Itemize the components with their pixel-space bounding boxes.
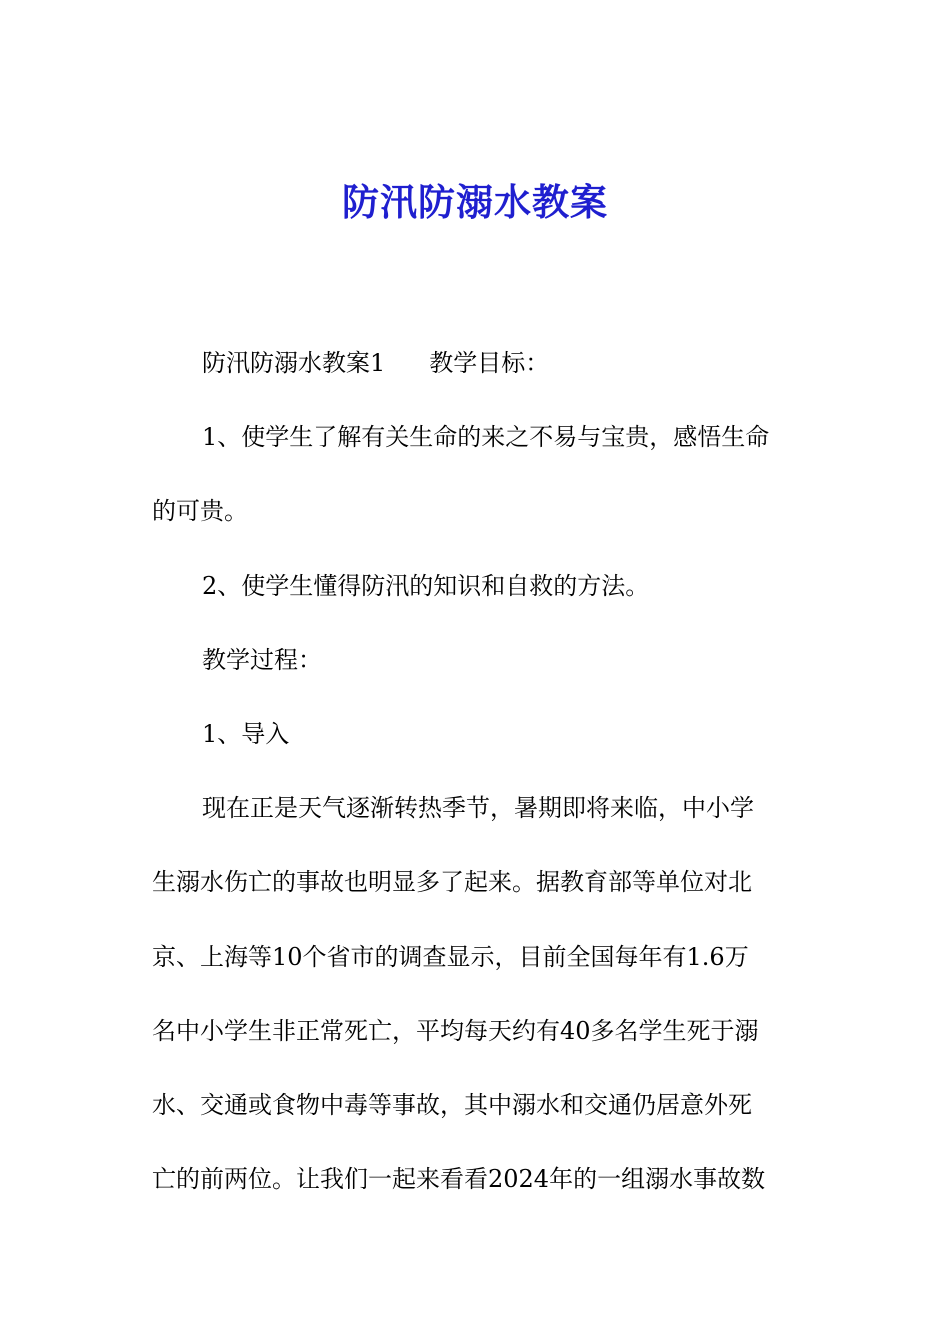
document-title: 防汛防溺水教案	[342, 180, 608, 224]
document-body	[152, 326, 800, 1216]
text-line: 的可贵。	[152, 497, 248, 526]
text-line: 名中小学生非正常死亡，平均每天约有40多名学生死于溺	[152, 1016, 759, 1045]
section-heading: 1、导入	[202, 720, 290, 749]
lesson-heading: 防汛防溺水教案1	[202, 349, 386, 377]
text-line: 现在正是天气逐渐转热季节，暑期即将来临，中小学	[202, 794, 754, 823]
text-line: 2、使学生懂得防汛的知识和自救的方法。	[202, 571, 650, 600]
objectives-label: 教学目标：	[429, 349, 550, 377]
text-line: 亡的前两位。让我们一起来看看2024年的一组溺水事故数	[152, 1165, 766, 1194]
text-line: 生溺水伤亡的事故也明显多了起来。据教育部等单位对北	[152, 868, 752, 897]
process-label: 教学过程：	[202, 645, 322, 674]
lesson-heading-line	[152, 326, 800, 400]
text-line: 1、使学生了解有关生命的来之不易与宝贵，感悟生命	[202, 423, 770, 452]
text-line: 水、交通或食物中毒等事故，其中溺水和交通仍居意外死	[152, 1091, 752, 1120]
text-line: 京、上海等10个省市的调查显示，目前全国每年有1.6万	[152, 942, 749, 971]
